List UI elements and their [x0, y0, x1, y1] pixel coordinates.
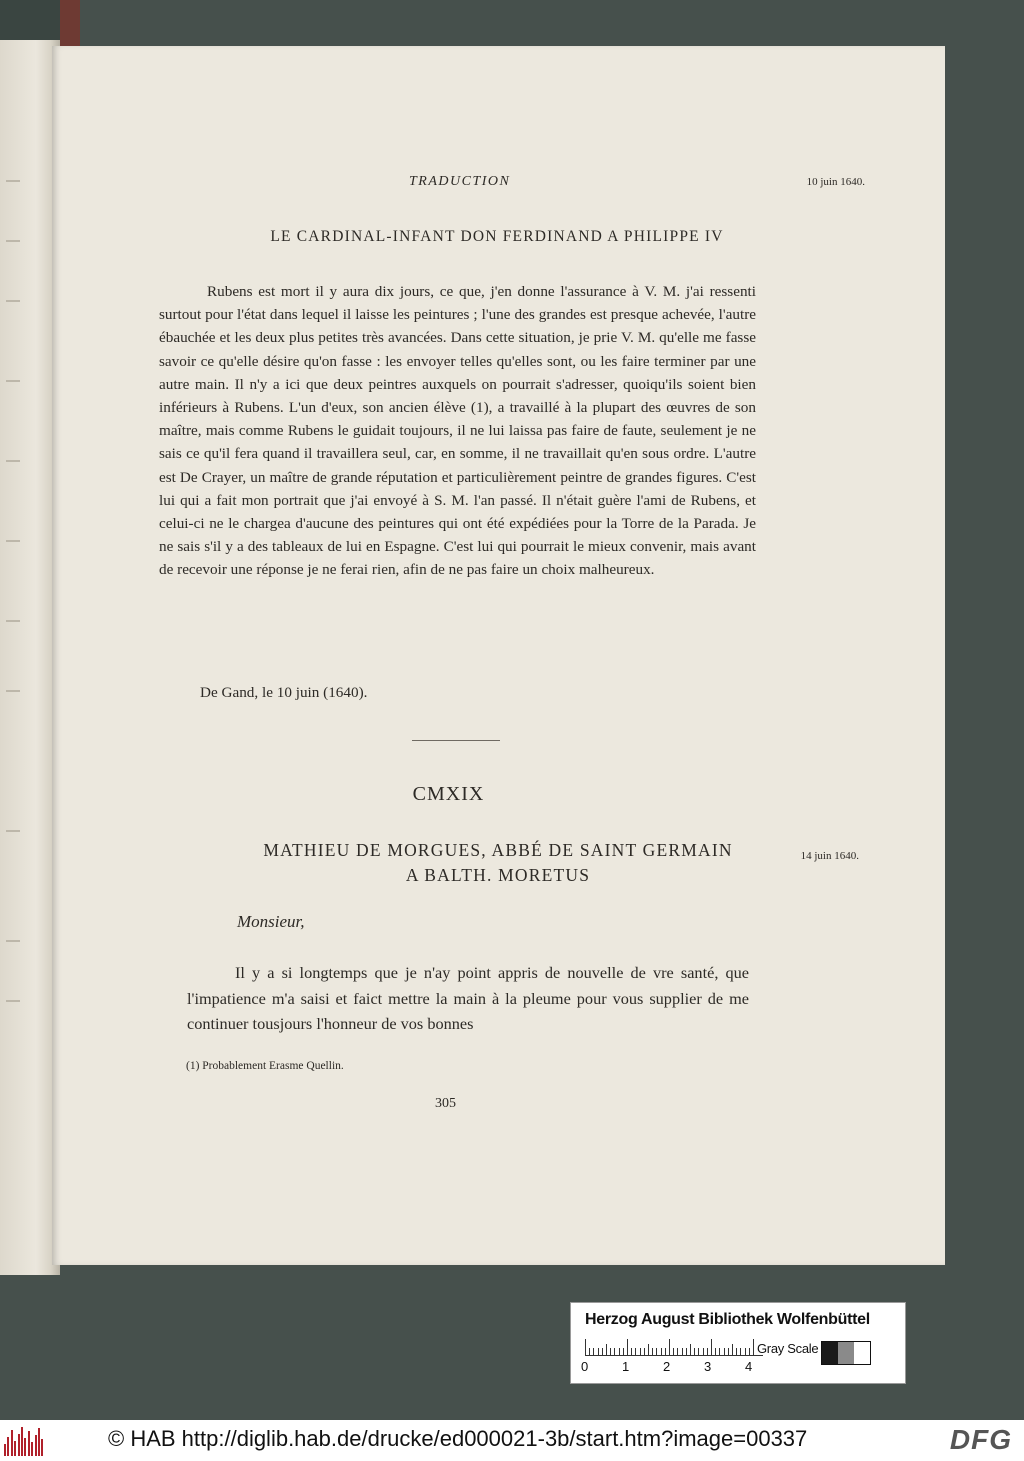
scan-background-top: [0, 0, 60, 40]
copyright-url[interactable]: © HAB http://diglib.hab.de/drucke/ed000021-3b/start.htm?image=00337: [108, 1426, 808, 1451]
left-page-text-trace: [6, 380, 20, 382]
ruler-tick: [686, 1348, 687, 1355]
ruler-tick: [728, 1348, 729, 1355]
logo-bar: [24, 1438, 26, 1456]
ruler-tick: [640, 1348, 641, 1355]
ruler-number: 1: [622, 1359, 630, 1374]
logo-bar: [38, 1428, 40, 1456]
gray-swatch: [838, 1342, 854, 1364]
section-date: 14 juin 1640.: [800, 850, 859, 862]
left-page-text-trace: [6, 620, 20, 622]
ruler-number: 2: [663, 1359, 671, 1374]
logo-bar: [28, 1431, 30, 1456]
left-page-text-trace: [6, 1000, 20, 1002]
viewer-footer: [0, 1420, 1024, 1461]
letter-signoff: De Gand, le 10 juin (1640).: [200, 684, 368, 701]
section-heading-line1: MATHIEU DE MORGUES, ABBÉ DE SAINT GERMAIN: [263, 840, 733, 860]
logo-bar: [35, 1435, 37, 1456]
ruler-tick: [694, 1348, 695, 1355]
ruler-tick: [656, 1348, 657, 1355]
ruler-tick: [631, 1348, 632, 1355]
ruler-tick: [749, 1348, 750, 1355]
logo-bar: [4, 1444, 6, 1456]
letter-paragraph: Rubens est mort il y aura dix jours, ce que, j'en donne l'assurance à V. M. j'ai ressenti surtout pour l'état dans lequel il laisse les peintures ; l'une des grandes est presque achevée, l'autre ébauchée et les deux plus petites très avancées. Dans cette situation, je prie V. M. qu'elle me fasse savoir ce qu'elle désire qu'on fasse : les envoyer telles qu'elles sont, ou les faire terminer par une autre main. Il n'y a ici que deux peintres auxquels on pourrait s'adresser, quoiqu'ils soient bien inférieurs à Rubens. L'un d'eux, son ancien élève (1), a travaillé à la plupart des œuvres de son maître, mais comme Rubens le guidait toujours, il ne lui laissa pas faire de faute, seulement je ne sais ce qu'il fera quand il travaillera seul, car, en somme, il ne travaillait qu'en sous ordre. L'autre est De Crayer, un maître de grande réputation et particulièrement peintre de grandes figures. C'est lui qui a fait mon portrait que j'ai envoyé à S. M. l'an passé. Il n'était guère l'ami de Rubens, et celui-ci ne le chargea d'aucune des peintures qui ont été expédiées pour la Torre de la Parada. Je ne sais s'il y a des tableaux de lui en Espagne. C'est lui qui pourrait le mieux convenir, mais avant de recevoir une réponse je ne ferai rien, afin de ne pas faire un choix malheureux.: [159, 283, 756, 579]
left-page-text-trace: [6, 460, 20, 462]
gray-scale-label: Gray Scale: [757, 1341, 819, 1356]
ruler-tick: [698, 1348, 699, 1355]
left-page-text-trace: [6, 940, 20, 942]
ruler-tick: [610, 1348, 611, 1355]
left-page-text-trace: [6, 300, 20, 302]
ruler-tick: [736, 1348, 737, 1355]
left-page-text-trace: [6, 540, 20, 542]
ruler-tick: [719, 1348, 720, 1355]
ruler-tick: [585, 1339, 586, 1355]
letter-heading: LE CARDINAL-INFANT DON FERDINAND A PHILIPPE IV: [270, 228, 724, 245]
ruler-numbers: [581, 1359, 781, 1375]
section-divider: [412, 740, 500, 741]
ruler-tick: [652, 1348, 653, 1355]
section-number: CMXIX: [412, 783, 485, 805]
page-number: 305: [435, 1096, 456, 1111]
running-head-title: TRADUCTION: [409, 174, 511, 189]
ruler-tick: [707, 1348, 708, 1355]
ruler-tick: [619, 1348, 620, 1355]
left-page-text-trace: [6, 690, 20, 692]
left-page-edge: [0, 40, 60, 1275]
ruler-tick: [690, 1344, 691, 1355]
ruler-tick: [677, 1348, 678, 1355]
letter-body: [159, 280, 756, 582]
ruler-tick: [635, 1348, 636, 1355]
ruler-tick: [627, 1339, 628, 1355]
ruler-number: 3: [704, 1359, 712, 1374]
logo-bar: [41, 1439, 43, 1456]
logo-bar: [11, 1430, 13, 1456]
hab-logo-icon: [4, 1426, 46, 1456]
book-spine-strip: [60, 0, 80, 46]
ruler-number: 4: [745, 1359, 753, 1374]
library-color-stamp: [570, 1302, 906, 1384]
ruler-tick: [740, 1348, 741, 1355]
left-page-text-trace: [6, 240, 20, 242]
ruler-tick: [602, 1348, 603, 1355]
left-page-text-trace: [6, 830, 20, 832]
dfg-logo: DFG: [949, 1424, 1012, 1455]
ruler-tick: [703, 1348, 704, 1355]
logo-bar: [7, 1437, 9, 1456]
logo-bar: [14, 1441, 16, 1456]
ruler-tick: [665, 1348, 666, 1355]
stamp-title: Herzog August Bibliothek Wolfenbüttel: [585, 1311, 870, 1328]
ruler-tick: [648, 1344, 649, 1355]
ruler-tick: [711, 1339, 712, 1355]
gray-swatch: [854, 1342, 870, 1364]
ruler-tick: [745, 1348, 746, 1355]
ruler-tick: [661, 1348, 662, 1355]
section-heading-line2: A BALTH. MORETUS: [405, 865, 591, 885]
ruler-tick: [673, 1348, 674, 1355]
section-body: [187, 960, 749, 1037]
gray-swatch: [822, 1342, 838, 1364]
left-page-text-trace: [6, 180, 20, 182]
ruler-tick: [732, 1344, 733, 1355]
ruler-tick: [724, 1348, 725, 1355]
ruler-tick: [598, 1348, 599, 1355]
ruler-tick: [715, 1348, 716, 1355]
ruler-tick: [682, 1348, 683, 1355]
logo-bar: [21, 1427, 23, 1456]
logo-bar: [18, 1434, 20, 1456]
ruler-tick: [614, 1348, 615, 1355]
running-head-date: 10 juin 1640.: [806, 176, 865, 188]
ruler-tick: [606, 1344, 607, 1355]
scale-ruler: [585, 1337, 763, 1356]
salutation: Monsieur,: [237, 912, 305, 931]
ruler-tick: [753, 1339, 754, 1355]
ruler-tick: [644, 1348, 645, 1355]
ruler-number: 0: [581, 1359, 589, 1374]
book-page: [52, 46, 945, 1265]
section-paragraph: Il y a si longtemps que je n'ay point appris de nouvelle de vre santé, que l'impatience m'a saisi et faict mettre la main à la pleume pour vous supplier de me continuer tousjours l'honneur de vos bonnes: [187, 963, 749, 1033]
running-head: [52, 174, 945, 194]
ruler-tick: [669, 1339, 670, 1355]
footnote: (1) Probablement Erasme Quellin.: [186, 1060, 344, 1072]
ruler-tick: [623, 1348, 624, 1355]
ruler-tick: [589, 1348, 590, 1355]
section-heading: [162, 838, 834, 888]
ruler-tick: [593, 1348, 594, 1355]
gray-scale-bar: [821, 1341, 871, 1365]
logo-bar: [31, 1442, 33, 1456]
